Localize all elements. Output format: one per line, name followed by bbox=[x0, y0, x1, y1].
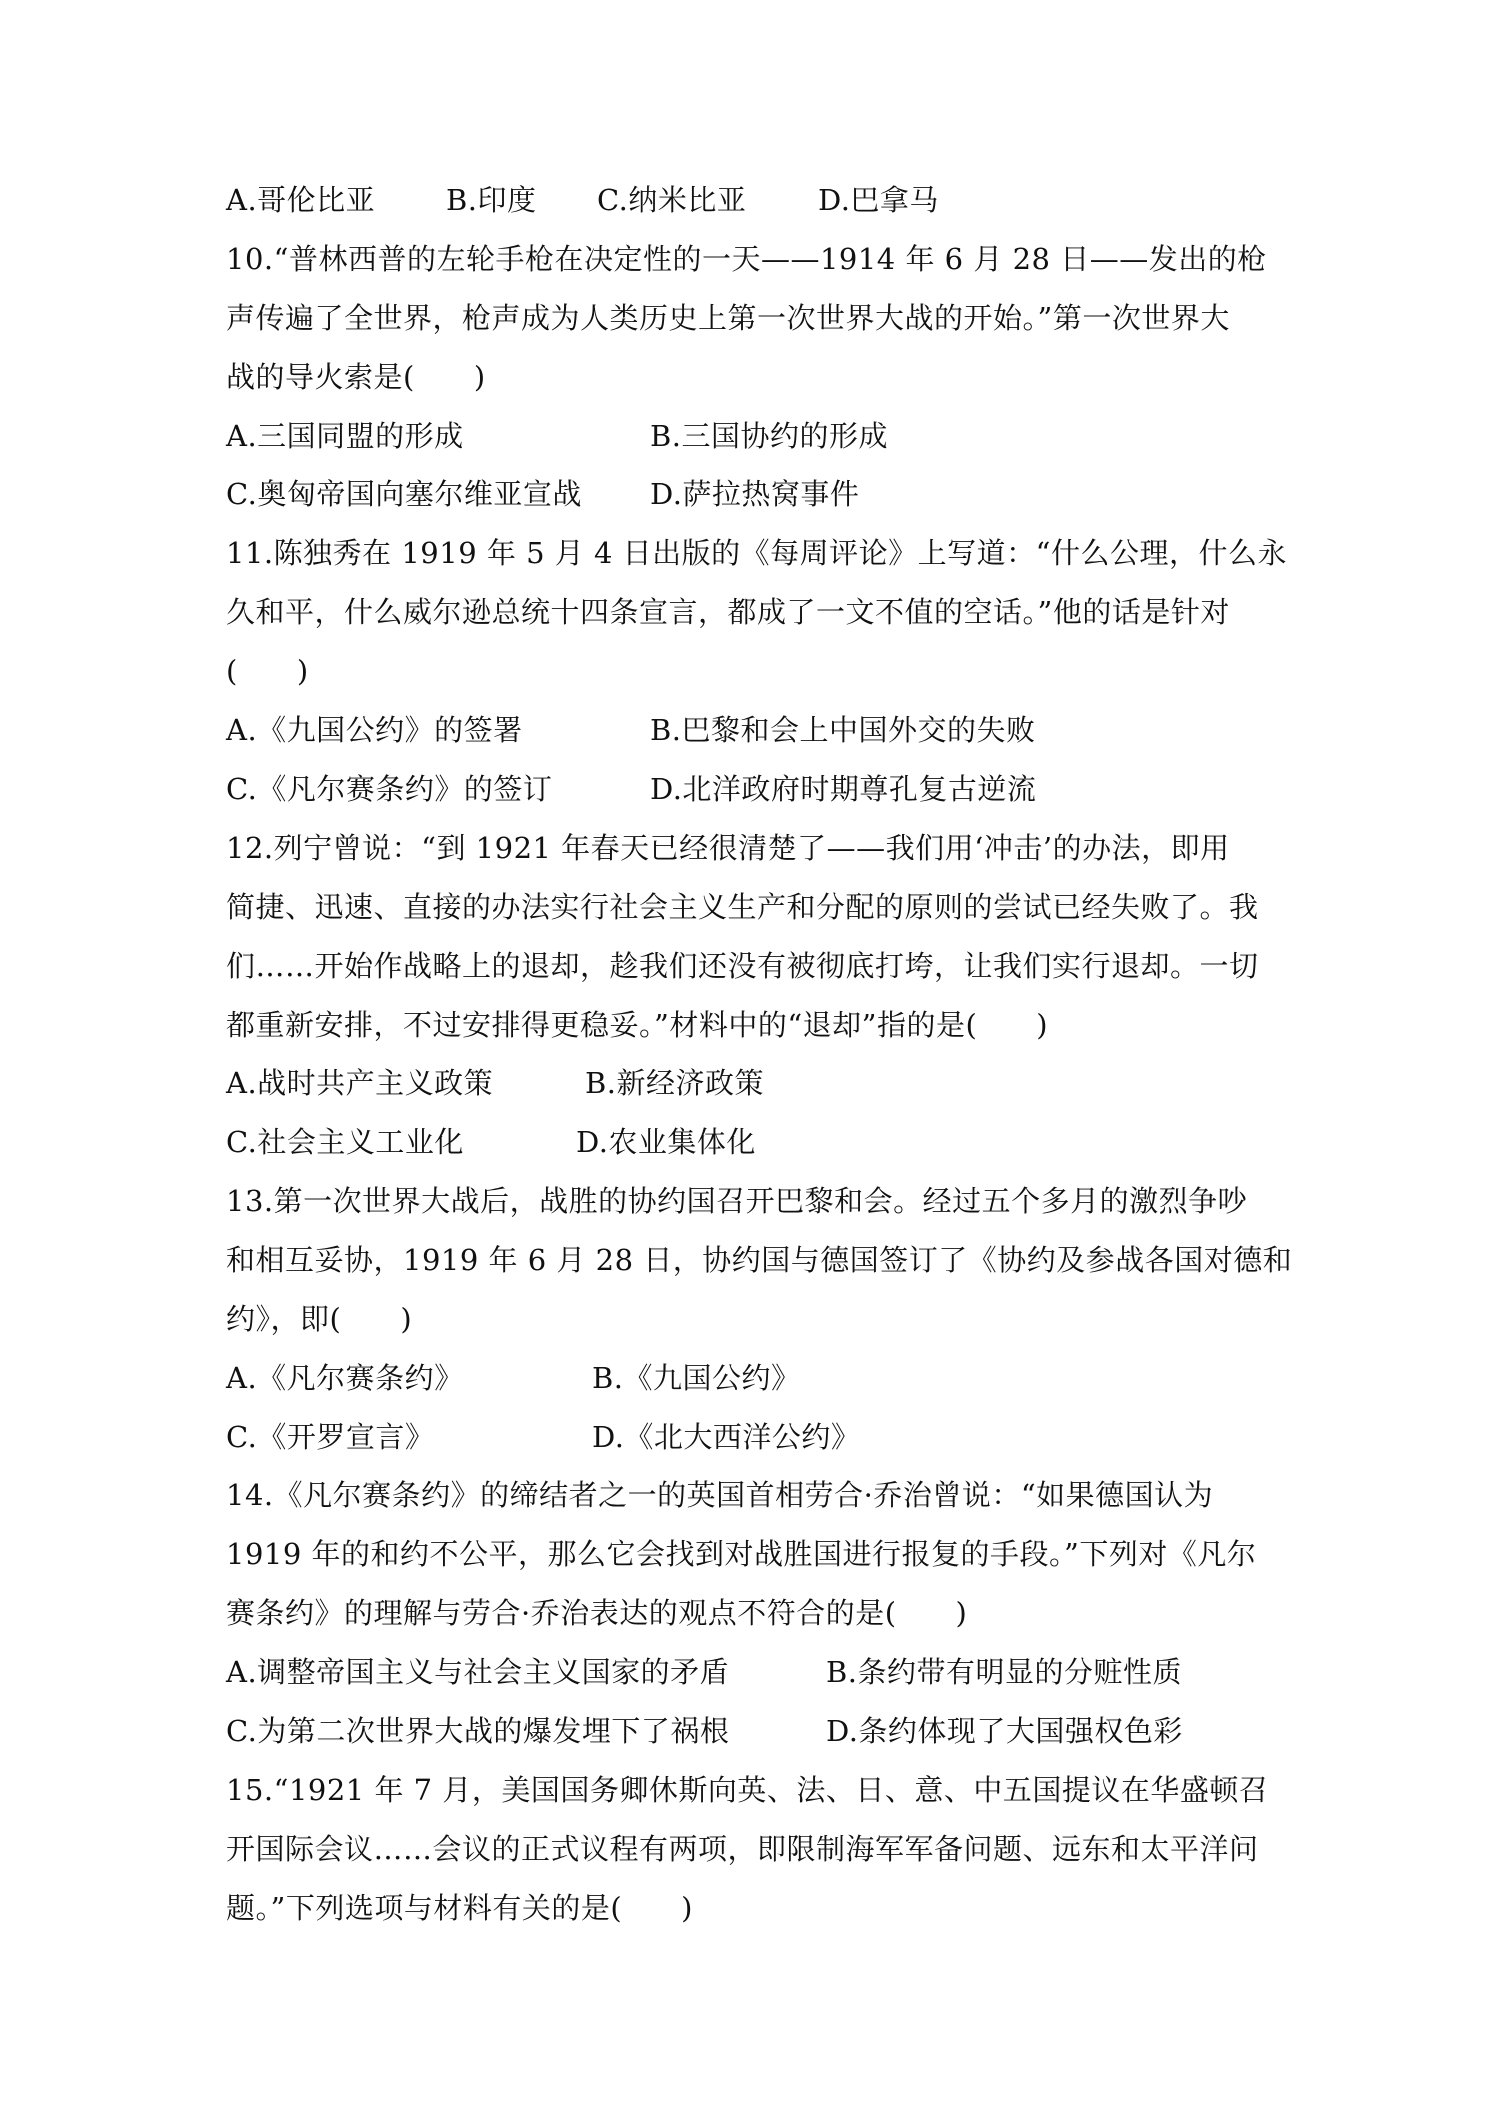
q12-option-d: D.农业集体化 bbox=[576, 1125, 756, 1159]
q11-option-c: C.《凡尔赛条约》的签订 bbox=[226, 772, 553, 806]
q9-option-b: B.印度 bbox=[446, 183, 537, 217]
q13-option-b: B.《九国公约》 bbox=[592, 1361, 801, 1395]
q15-stem-line: 题。”下列选项与材料有关的是( ) bbox=[226, 1891, 693, 1925]
q14-option-a: A.调整帝国主义与社会主义国家的矛盾 bbox=[226, 1655, 730, 1689]
q12-option-a: A.战时共产主义政策 bbox=[226, 1066, 494, 1100]
q9-option-c: C.纳米比亚 bbox=[597, 183, 747, 217]
q13-option-d: D.《北大西洋公约》 bbox=[592, 1420, 861, 1454]
q13-option-a: A.《凡尔赛条约》 bbox=[226, 1361, 464, 1395]
q12-option-c: C.社会主义工业化 bbox=[226, 1125, 464, 1159]
q11-option-d: D.北洋政府时期尊孔复古逆流 bbox=[650, 772, 1037, 806]
q9-option-d: D.巴拿马 bbox=[818, 183, 939, 217]
q15-stem-line: 开国际会议……会议的正式议程有两项，即限制海军军备问题、远东和太平洋问 bbox=[226, 1832, 1259, 1866]
q9-option-a: A.哥伦比亚 bbox=[226, 183, 376, 217]
q11-stem-line: 久和平，什么威尔逊总统十四条宣言，都成了一文不值的空话。”他的话是针对 bbox=[226, 595, 1230, 629]
q10-option-d: D.萨拉热窝事件 bbox=[650, 477, 860, 511]
q13-stem-line: 和相互妥协，1919 年 6 月 28 日，协约国与德国签订了《协约及参战各国对德和 bbox=[226, 1243, 1293, 1277]
q15-stem-line: 15.“1921 年 7 月，美国国务卿休斯向英、法、日、意、中五国提议在华盛顿召 bbox=[226, 1773, 1269, 1807]
q12-stem-line: 们……开始作战略上的退却，趁我们还没有被彻底打垮，让我们实行退却。一切 bbox=[226, 949, 1259, 983]
q10-option-c: C.奥匈帝国向塞尔维亚宣战 bbox=[226, 477, 582, 511]
q10-stem-line: 战的导火索是( ) bbox=[226, 360, 486, 394]
q10-option-b: B.三国协约的形成 bbox=[650, 419, 889, 453]
q12-stem-line: 12.列宁曾说：“到 1921 年春天已经很清楚了——我们用‘冲击’的办法，即用 bbox=[226, 831, 1230, 865]
q12-stem-line: 都重新安排，不过安排得更稳妥。”材料中的“退却”指的是( ) bbox=[226, 1008, 1049, 1042]
q13-option-c: C.《开罗宣言》 bbox=[226, 1420, 435, 1454]
q11-option-a: A.《九国公约》的签署 bbox=[226, 713, 523, 747]
q11-stem-line: 11.陈独秀在 1919 年 5 月 4 日出版的《每周评论》上写道：“什么公理，什么永 bbox=[226, 536, 1287, 570]
q10-stem-line: 声传遍了全世界，枪声成为人类历史上第一次世界大战的开始。”第一次世界大 bbox=[226, 301, 1230, 335]
q13-stem-line: 约》，即( ) bbox=[226, 1302, 413, 1336]
q14-option-d: D.条约体现了大国强权色彩 bbox=[826, 1714, 1183, 1748]
q11-option-b: B.巴黎和会上中国外交的失败 bbox=[650, 713, 1036, 747]
q12-stem-line: 简捷、迅速、直接的办法实行社会主义生产和分配的原则的尝试已经失败了。我 bbox=[226, 890, 1259, 924]
q13-stem-line: 13.第一次世界大战后，战胜的协约国召开巴黎和会。经过五个多月的激烈争吵 bbox=[226, 1184, 1248, 1218]
q14-stem-line: 1919 年的和约不公平，那么它会找到对战胜国进行报复的手段。”下列对《凡尔 bbox=[226, 1537, 1257, 1571]
q10-stem-line: 10.“普林西普的左轮手枪在决定性的一天——1914 年 6 月 28 日——发出的枪 bbox=[226, 242, 1267, 276]
q14-option-b: B.条约带有明显的分赃性质 bbox=[826, 1655, 1183, 1689]
q14-stem-line: 14.《凡尔赛条约》的缔结者之一的英国首相劳合·乔治曾说：“如果德国认为 bbox=[226, 1478, 1214, 1512]
q10-option-a: A.三国同盟的形成 bbox=[226, 419, 464, 453]
q12-option-b: B.新经济政策 bbox=[585, 1066, 765, 1100]
q11-stem-line: ( ) bbox=[226, 654, 309, 688]
q14-option-c: C.为第二次世界大战的爆发埋下了祸根 bbox=[226, 1714, 730, 1748]
q14-stem-line: 赛条约》的理解与劳合·乔治表达的观点不符合的是( ) bbox=[226, 1596, 968, 1630]
